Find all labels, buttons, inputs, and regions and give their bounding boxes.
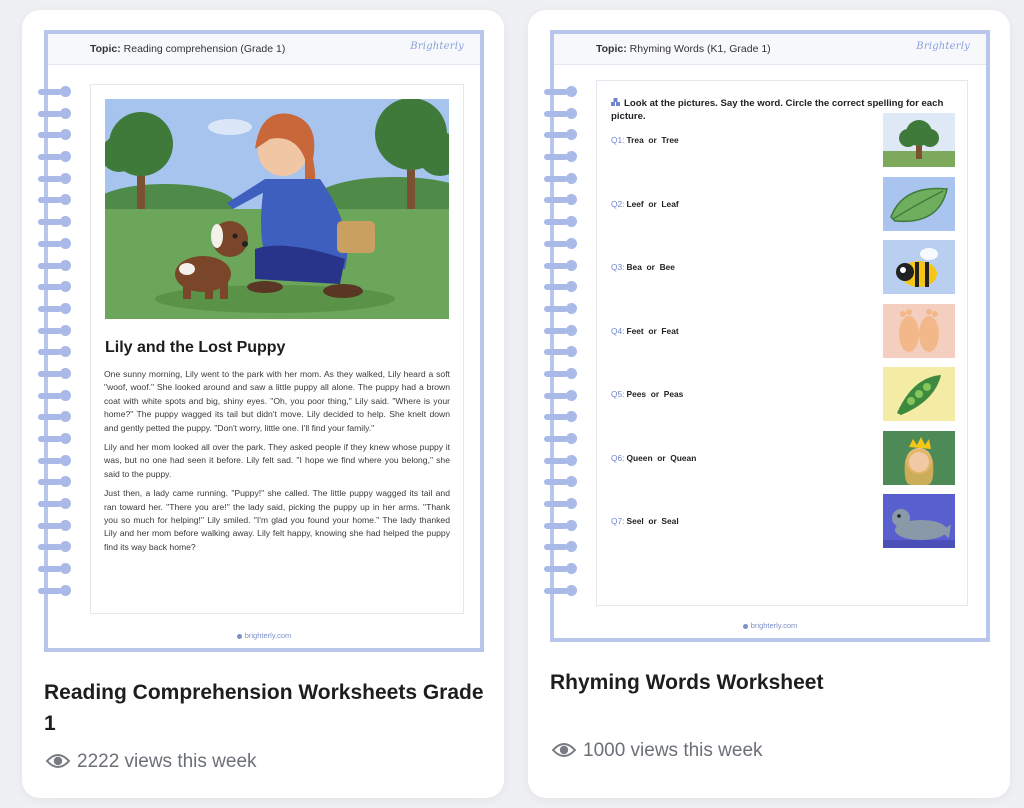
or-text: or: [648, 325, 657, 336]
worksheet-preview[interactable]: [550, 30, 990, 642]
topic-label: Topic:: [596, 43, 627, 55]
or-text: or: [648, 198, 657, 209]
or-text: or: [646, 262, 655, 272]
brighterly-logo: Brighterly: [916, 41, 970, 52]
views-text: 1000 views this week: [583, 740, 763, 761]
option-b[interactable]: Tree: [661, 135, 679, 145]
binding-ring: [44, 125, 78, 147]
binding-ring: [44, 256, 78, 278]
binding-ring: [44, 364, 78, 386]
footer-url: brighterly.com: [750, 621, 798, 630]
question-row: [611, 326, 679, 336]
binding-ring: [44, 429, 78, 451]
eye-icon: [552, 741, 576, 759]
option-b[interactable]: Bee: [659, 262, 675, 272]
binding-ring: [550, 516, 584, 538]
binding-ring: [550, 559, 584, 581]
view-count: [46, 751, 257, 773]
binding-ring: [550, 190, 584, 212]
binding-ring: [44, 147, 78, 169]
question-number: Q7:: [611, 516, 625, 526]
globe-icon: [743, 624, 748, 629]
story-illustration: [105, 99, 449, 319]
worksheet-page: [90, 84, 464, 614]
worksheet-card-rhyming[interactable]: [528, 10, 1010, 798]
view-count: [552, 740, 763, 762]
worksheet-topic-bar: [554, 34, 986, 65]
seal-icon: [883, 494, 955, 548]
binding-ring: [44, 82, 78, 104]
binding-ring: [44, 104, 78, 126]
question-number: Q3:: [611, 262, 625, 272]
question-row: [611, 389, 683, 399]
topic-value: Reading comprehension (Grade 1): [123, 43, 286, 55]
card-title[interactable]: Reading Comprehension Worksheets Grade 1: [44, 681, 484, 735]
binding-ring: [44, 212, 78, 234]
binding-ring: [44, 472, 78, 494]
story-text: [104, 368, 450, 560]
bee-icon: [883, 240, 955, 294]
question-number: Q6:: [611, 452, 625, 463]
option-a[interactable]: Pees: [626, 389, 647, 399]
card-title[interactable]: Rhyming Words Worksheet: [550, 671, 824, 694]
or-text: or: [648, 516, 657, 526]
binding-ring: [550, 299, 584, 321]
story-title: Lily and the Lost Puppy: [105, 339, 286, 356]
binding-ring: [550, 494, 584, 516]
binding-ring: [550, 147, 584, 169]
option-a[interactable]: Leef: [626, 198, 644, 209]
question-row: [611, 262, 675, 272]
binding-ring: [550, 125, 584, 147]
binding-ring: [44, 299, 78, 321]
worksheet-card-reading[interactable]: [22, 10, 504, 798]
binding-ring: [44, 494, 78, 516]
binding-ring: [44, 581, 78, 603]
binding-ring: [44, 559, 78, 581]
binding-ring: [550, 537, 584, 559]
binding-ring: [44, 321, 78, 343]
story-paragraph: Just then, a lady came running. "Puppy!" she called. The little puppy wagged its tail and ran toward her. "There you are!" the lady said, picking the puppy up in her arms. "Thank you so much for helping!" Lily smiled. "I'm glad you found your home." The lady thanked Lily and her mom before walking away. Lily felt happy, knowing she had helped the puppy find its way back home?: [104, 488, 450, 552]
binding-ring: [550, 472, 584, 494]
story-paragraph: One sunny morning, Lily went to the park with her mom. As they walked, Lily heard a soft "woof, woof." She looked around and saw a little puppy all alone. The puppy had a brown coat with white spots and big, shiny eyes. "Oh, you poor thing," Lily said. "Where is your home?" The puppy wagged its tail but didn't move. Lily decided to help. She knelt down and gently petted the puppy. "Don't worry, little one. I'll find your family.": [104, 369, 450, 433]
option-b[interactable]: Leaf: [661, 198, 679, 209]
question-row: [611, 199, 679, 209]
option-b[interactable]: Quean: [670, 452, 697, 463]
binding-ring: [550, 407, 584, 429]
footer-url: brighterly.com: [244, 631, 292, 640]
worksheet-preview[interactable]: [44, 30, 484, 652]
binding-ring: [550, 364, 584, 386]
binding-ring: [550, 342, 584, 364]
binding-ring: [550, 451, 584, 473]
option-a[interactable]: Bea: [626, 262, 642, 272]
views-text: 2222 views this week: [77, 751, 257, 772]
binding-ring: [44, 169, 78, 191]
question-number: Q2:: [611, 198, 625, 209]
spiral-binding: [550, 82, 584, 603]
binding-ring: [550, 234, 584, 256]
worksheet-footer: [554, 621, 986, 630]
tree-icon: [883, 113, 955, 167]
binding-ring: [550, 256, 584, 278]
binding-ring: [550, 169, 584, 191]
binding-ring: [550, 429, 584, 451]
worksheet-footer: [48, 631, 480, 640]
binding-ring: [44, 407, 78, 429]
peas-icon: [883, 367, 955, 421]
binding-ring: [550, 581, 584, 603]
or-text: or: [650, 389, 660, 399]
globe-icon: [237, 634, 242, 639]
leaf-icon: [883, 177, 955, 231]
binding-ring: [44, 277, 78, 299]
worksheet-instruction: Look at the pictures. Say the word. Circle the correct spelling for each picture.: [611, 98, 944, 122]
question-number: Q1:: [611, 135, 625, 145]
binding-ring: [550, 82, 584, 104]
worksheet-topic-bar: [48, 34, 480, 65]
option-b[interactable]: Peas: [663, 389, 684, 399]
binding-ring: [550, 321, 584, 343]
or-text: or: [657, 452, 666, 463]
question-row: [611, 516, 679, 526]
topic-label: Topic:: [90, 43, 121, 55]
option-a[interactable]: Seel: [626, 516, 644, 526]
binding-ring: [550, 104, 584, 126]
blocks-icon: [611, 98, 620, 107]
binding-ring: [44, 451, 78, 473]
option-b[interactable]: Feat: [661, 325, 679, 336]
binding-ring: [44, 234, 78, 256]
story-paragraph: Lily and her mom looked all over the park. They asked people if they knew whose puppy it was, but no one had seen it before. Lily felt sad. "I hope we find where you belong," she said to the puppy.: [104, 442, 450, 479]
binding-ring: [550, 277, 584, 299]
binding-ring: [44, 190, 78, 212]
question-number: Q4:: [611, 325, 625, 336]
binding-ring: [550, 212, 584, 234]
option-a[interactable]: Feet: [626, 325, 644, 336]
question-row: [611, 135, 679, 145]
worksheet-page: [596, 80, 968, 606]
topic-value: Rhyming Words (K1, Grade 1): [629, 43, 771, 55]
binding-ring: [550, 386, 584, 408]
binding-ring: [44, 386, 78, 408]
feet-icon: [883, 304, 955, 358]
or-text: or: [648, 135, 657, 145]
option-b[interactable]: Seal: [661, 516, 679, 526]
binding-ring: [44, 516, 78, 538]
question-number: Q5:: [611, 389, 625, 399]
queen-icon: [883, 431, 955, 485]
binding-ring: [44, 342, 78, 364]
question-row: [611, 453, 696, 463]
spiral-binding: [44, 82, 78, 603]
eye-icon: [46, 752, 70, 770]
option-a[interactable]: Queen: [626, 452, 653, 463]
binding-ring: [44, 537, 78, 559]
brighterly-logo: Brighterly: [410, 41, 464, 52]
option-a[interactable]: Trea: [626, 135, 644, 145]
